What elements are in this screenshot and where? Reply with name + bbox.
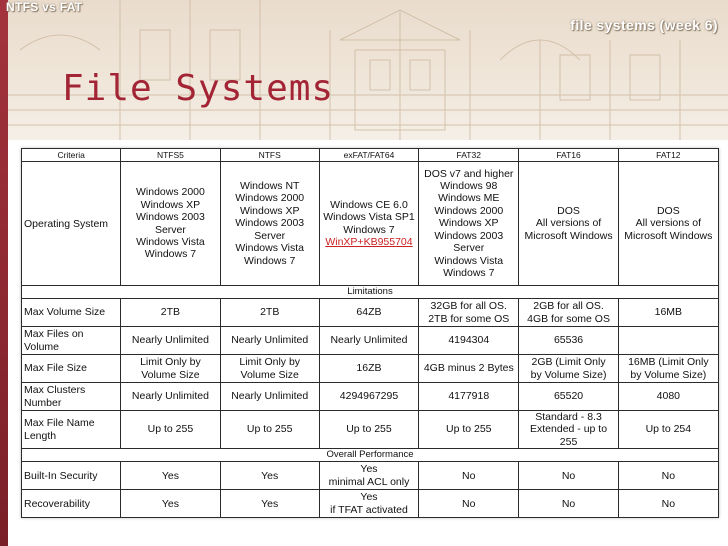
table-cell: Up to 255 <box>121 411 220 449</box>
col-header-exfat: exFAT/FAT64 <box>319 149 418 162</box>
table-cell: No <box>519 462 618 490</box>
section-row-performance <box>22 449 719 462</box>
table-row <box>22 299 719 327</box>
table-cell: 16ZB <box>319 355 418 383</box>
table-row <box>22 383 719 411</box>
row-label: Recoverability <box>22 490 121 518</box>
table-cell: 65536 <box>519 327 618 355</box>
cell-os-fat16: DOS All versions of Microsoft Windows <box>519 162 618 286</box>
table-cell: Up to 255 <box>220 411 319 449</box>
slide-tag-left: NTFS vs FAT <box>6 0 83 14</box>
header-row <box>22 149 719 162</box>
table-cell: Limit Only by Volume Size <box>220 355 319 383</box>
table-cell: Nearly Unlimited <box>220 327 319 355</box>
comparison-table <box>21 148 719 518</box>
table-cell: No <box>618 490 718 518</box>
cell-os-ntfs: Windows NT Windows 2000 Windows XP Windows 2003 Server Windows Vista Windows 7 <box>220 162 319 286</box>
table-cell: Up to 255 <box>419 411 519 449</box>
col-header-criteria: Criteria <box>22 149 121 162</box>
table-row <box>22 411 719 449</box>
row-label: Max File Size <box>22 355 121 383</box>
table-cell: Nearly Unlimited <box>319 327 418 355</box>
exfat-os-text: Windows CE 6.0 Windows Vista SP1 Windows 7 <box>323 198 415 236</box>
cell-os-fat32: DOS v7 and higher Windows 98 Windows ME Windows 2000 Windows XP Windows 2003 Server Windows Vista Windows 7 <box>419 162 519 286</box>
table-cell: 4GB minus 2 Bytes <box>419 355 519 383</box>
table-row <box>22 490 719 518</box>
page-title: File Systems <box>62 68 335 109</box>
row-label: Built-In Security <box>22 462 121 490</box>
table-cell: 2GB for all OS. 4GB for some OS <box>519 299 618 327</box>
table-cell: 2TB <box>121 299 220 327</box>
col-header-ntfs5: NTFS5 <box>121 149 220 162</box>
table-cell: Standard - 8.3 Extended - up to 255 <box>519 411 618 449</box>
table-cell: Limit Only by Volume Size <box>121 355 220 383</box>
table-cell: 2GB (Limit Only by Volume Size) <box>519 355 618 383</box>
table-cell: Nearly Unlimited <box>220 383 319 411</box>
table-cell: No <box>419 490 519 518</box>
table-cell: No <box>618 462 718 490</box>
exfat-os-link[interactable]: WinXP+KB955704 <box>325 236 413 249</box>
cell-os-fat12: DOS All versions of Microsoft Windows <box>618 162 718 286</box>
slide-tag-right: file systems (week 6) <box>570 17 718 33</box>
section-label-limitations: Limitations <box>22 286 719 299</box>
table-row-os <box>22 162 719 286</box>
table-cell <box>618 327 718 355</box>
table-cell: 16MB <box>618 299 718 327</box>
table-cell: Yes if TFAT activated <box>319 490 418 518</box>
table-cell: 4177918 <box>419 383 519 411</box>
section-row-limitations <box>22 286 719 299</box>
col-header-fat16: FAT16 <box>519 149 618 162</box>
table-row <box>22 355 719 383</box>
col-header-ntfs: NTFS <box>220 149 319 162</box>
row-label-os: Operating System <box>22 162 121 286</box>
row-label: Max Clusters Number <box>22 383 121 411</box>
table-cell: 16MB (Limit Only by Volume Size) <box>618 355 718 383</box>
row-label: Max Files on Volume <box>22 327 121 355</box>
table-cell: Yes <box>121 462 220 490</box>
table-cell: Yes <box>220 490 319 518</box>
table-cell: Yes minimal ACL only <box>319 462 418 490</box>
table-cell: Up to 255 <box>319 411 418 449</box>
table-cell: No <box>419 462 519 490</box>
table-row <box>22 462 719 490</box>
section-label-performance: Overall Performance <box>22 449 719 462</box>
table-cell: Up to 254 <box>618 411 718 449</box>
table-cell: Nearly Unlimited <box>121 327 220 355</box>
cell-os-ntfs5: Windows 2000 Windows XP Windows 2003 Server Windows Vista Windows 7 <box>121 162 220 286</box>
table-cell: 2TB <box>220 299 319 327</box>
table-row <box>22 327 719 355</box>
table-cell: 4194304 <box>419 327 519 355</box>
table-cell: 65520 <box>519 383 618 411</box>
row-label: Max Volume Size <box>22 299 121 327</box>
col-header-fat32: FAT32 <box>419 149 519 162</box>
table-cell: 64ZB <box>319 299 418 327</box>
table-cell: 4294967295 <box>319 383 418 411</box>
col-header-fat12: FAT12 <box>618 149 718 162</box>
cell-os-exfat <box>319 162 418 286</box>
table-cell: Yes <box>121 490 220 518</box>
row-label: Max File Name Length <box>22 411 121 449</box>
table-cell: Nearly Unlimited <box>121 383 220 411</box>
table-cell: No <box>519 490 618 518</box>
table-cell: Yes <box>220 462 319 490</box>
table-cell: 32GB for all OS. 2TB for some OS <box>419 299 519 327</box>
left-accent-stripe <box>0 0 8 546</box>
table-cell: 4080 <box>618 383 718 411</box>
